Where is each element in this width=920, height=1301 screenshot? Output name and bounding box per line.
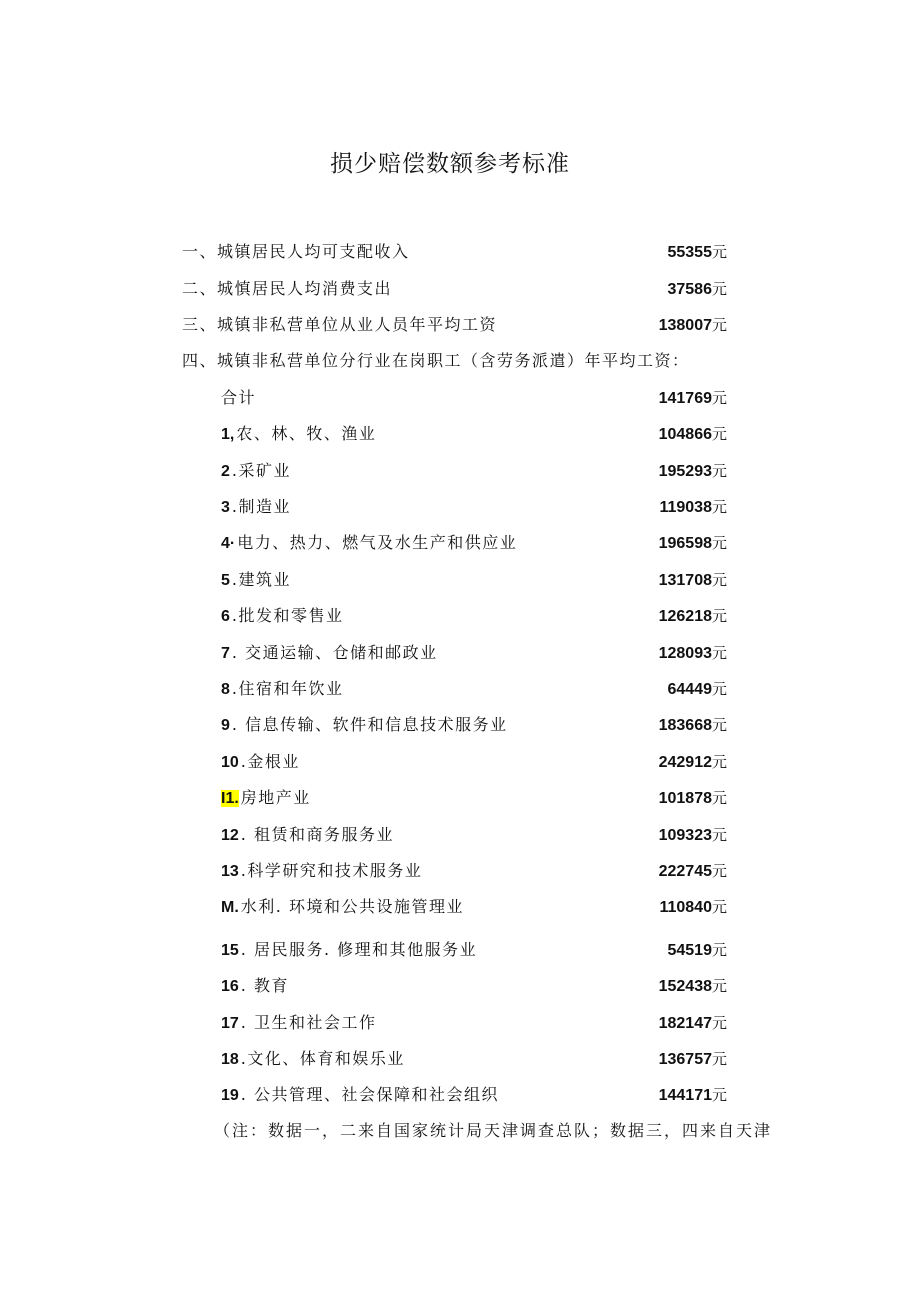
- industry-number: 15: [221, 942, 239, 959]
- industry-label: [221, 530, 517, 557]
- industry-row: [221, 676, 727, 702]
- industry-number: 9: [221, 717, 230, 734]
- industry-number: 10: [221, 754, 239, 771]
- industry-total: [221, 385, 727, 411]
- industry-label: [221, 858, 422, 885]
- industry-name: .住宿和年饮业: [231, 679, 344, 698]
- industry-name: .批发和零售业: [231, 606, 344, 625]
- item-value: 37586元: [667, 280, 727, 298]
- industry-row: [221, 603, 727, 629]
- industry-row: [221, 973, 727, 999]
- industry-name: 电力、热力、燃气及水生产和供应业: [237, 533, 518, 552]
- industry-number: M.: [221, 899, 239, 916]
- industry-row: [221, 421, 727, 447]
- industry-name: .科学研究和技术服务业: [240, 861, 423, 880]
- industry-value: 131708元: [658, 571, 727, 589]
- industry-row: [221, 858, 727, 884]
- item-label: 三、城镇非私营单位从业人员年平均工资: [182, 315, 498, 334]
- industry-value: 104866元: [658, 425, 727, 443]
- industry-value: 109323元: [658, 826, 727, 844]
- item-label: 合计: [221, 388, 257, 407]
- industry-name: . 租赁和商务服务业: [240, 825, 394, 844]
- industry-label: [221, 1082, 499, 1109]
- item-disposable-income: [182, 239, 727, 265]
- industry-label: [221, 494, 291, 521]
- item-label: 一、城镇居民人均可支配收入: [182, 242, 410, 261]
- industry-name: .文化、体育和娱乐业: [240, 1049, 405, 1068]
- industry-name: .采矿业: [231, 461, 291, 480]
- industry-value: 222745元: [658, 862, 727, 880]
- industry-number: 12: [221, 827, 239, 844]
- industry-row: [221, 822, 727, 848]
- industry-row: [221, 640, 727, 666]
- item-label: 四、城镇非私营单位分行业在岗职工（含劳务派遣）年平均工资：: [182, 351, 690, 370]
- industry-label: [221, 712, 508, 739]
- industry-number: 6: [221, 608, 230, 625]
- industry-label: [221, 1046, 405, 1073]
- industry-value: 195293元: [658, 462, 727, 480]
- industry-row: [221, 1046, 727, 1072]
- industry-row: [221, 530, 727, 556]
- industry-value: 183668元: [658, 716, 727, 734]
- industry-number: 8: [221, 681, 230, 698]
- industry-row: [221, 494, 727, 520]
- item-consumption-expenditure: [182, 276, 727, 302]
- industry-value: 196598元: [658, 534, 727, 552]
- industry-value: 110840元: [659, 898, 727, 916]
- industry-name: . 信息传输、软件和信息技术服务业: [231, 715, 508, 734]
- industry-label: [221, 749, 300, 776]
- industry-number: 4·: [221, 535, 236, 552]
- industry-row: [221, 1082, 727, 1108]
- industry-number: 7: [221, 645, 230, 662]
- industry-row: [221, 749, 727, 775]
- industry-value: 119038元: [659, 498, 727, 516]
- industry-value: 128093元: [658, 644, 727, 662]
- industry-label: [221, 640, 438, 667]
- industry-label: [221, 785, 311, 812]
- industry-number: 19: [221, 1087, 239, 1104]
- industry-row: [221, 894, 727, 920]
- industry-value: 64449元: [667, 680, 727, 698]
- industry-row: [221, 567, 727, 593]
- industry-row: [221, 1010, 727, 1036]
- industry-name: . 居民服务. 修理和其他服务业: [240, 940, 478, 959]
- item-label: 二、城慎居民人均消费支出: [182, 279, 393, 298]
- industry-value: 136757元: [658, 1050, 727, 1068]
- industry-name: . 卫生和社会工作: [240, 1013, 377, 1032]
- industry-number: 18: [221, 1051, 239, 1068]
- item-average-wage: [182, 312, 727, 338]
- industry-name: .金根业: [240, 752, 300, 771]
- industry-number: 5: [221, 572, 230, 589]
- industry-name: .建筑业: [231, 570, 291, 589]
- industry-row: [221, 785, 727, 811]
- industry-label: [221, 937, 477, 964]
- industry-value: 144171元: [658, 1086, 727, 1104]
- industry-value: 101878元: [658, 789, 727, 807]
- industry-name: .制造业: [231, 497, 291, 516]
- industry-number: 13: [221, 863, 239, 880]
- source-note: （注：数据一，二来自国家统计局天津调查总队；数据三，四来自天津: [214, 1121, 773, 1140]
- industry-number: 1,: [221, 426, 235, 443]
- industry-name: 房地产业: [240, 788, 311, 807]
- industry-value: 54519元: [667, 941, 727, 959]
- item-value: 55355元: [667, 243, 727, 261]
- industry-name: 水利. 环境和公共设施管理业: [240, 897, 464, 916]
- industry-label: [221, 1010, 376, 1037]
- industry-label: [221, 458, 291, 485]
- industry-label: [221, 603, 344, 630]
- industry-row: [221, 937, 727, 963]
- item-value: 141769元: [658, 389, 727, 407]
- industry-value: 152438元: [658, 977, 727, 995]
- item-industry-wage-heading: [182, 348, 727, 374]
- industry-row: [221, 458, 727, 484]
- industry-label: [221, 567, 291, 594]
- document-title: 损少赔偿数额参考标准: [330, 151, 570, 177]
- item-value: 138007元: [658, 316, 727, 334]
- industry-label: [221, 822, 394, 849]
- industry-value: 126218元: [658, 607, 727, 625]
- industry-name: . 公共管理、社会保障和社会组织: [240, 1085, 499, 1104]
- industry-label: [221, 676, 344, 703]
- industry-label: [221, 421, 376, 448]
- industry-value: 242912元: [658, 753, 727, 771]
- industry-number: 2: [221, 463, 230, 480]
- industry-number: 16: [221, 978, 239, 995]
- industry-number: I1.: [221, 790, 239, 807]
- industry-name: . 交通运输、仓储和邮政业: [231, 643, 438, 662]
- industry-name: . 教育: [240, 976, 289, 995]
- industry-row: [221, 712, 727, 738]
- industry-number: 3: [221, 499, 230, 516]
- industry-number: 17: [221, 1015, 239, 1032]
- industry-value: 182147元: [658, 1014, 727, 1032]
- industry-label: [221, 894, 464, 921]
- industry-label: [221, 973, 289, 1000]
- industry-name: 农、林、牧、渔业: [236, 424, 377, 443]
